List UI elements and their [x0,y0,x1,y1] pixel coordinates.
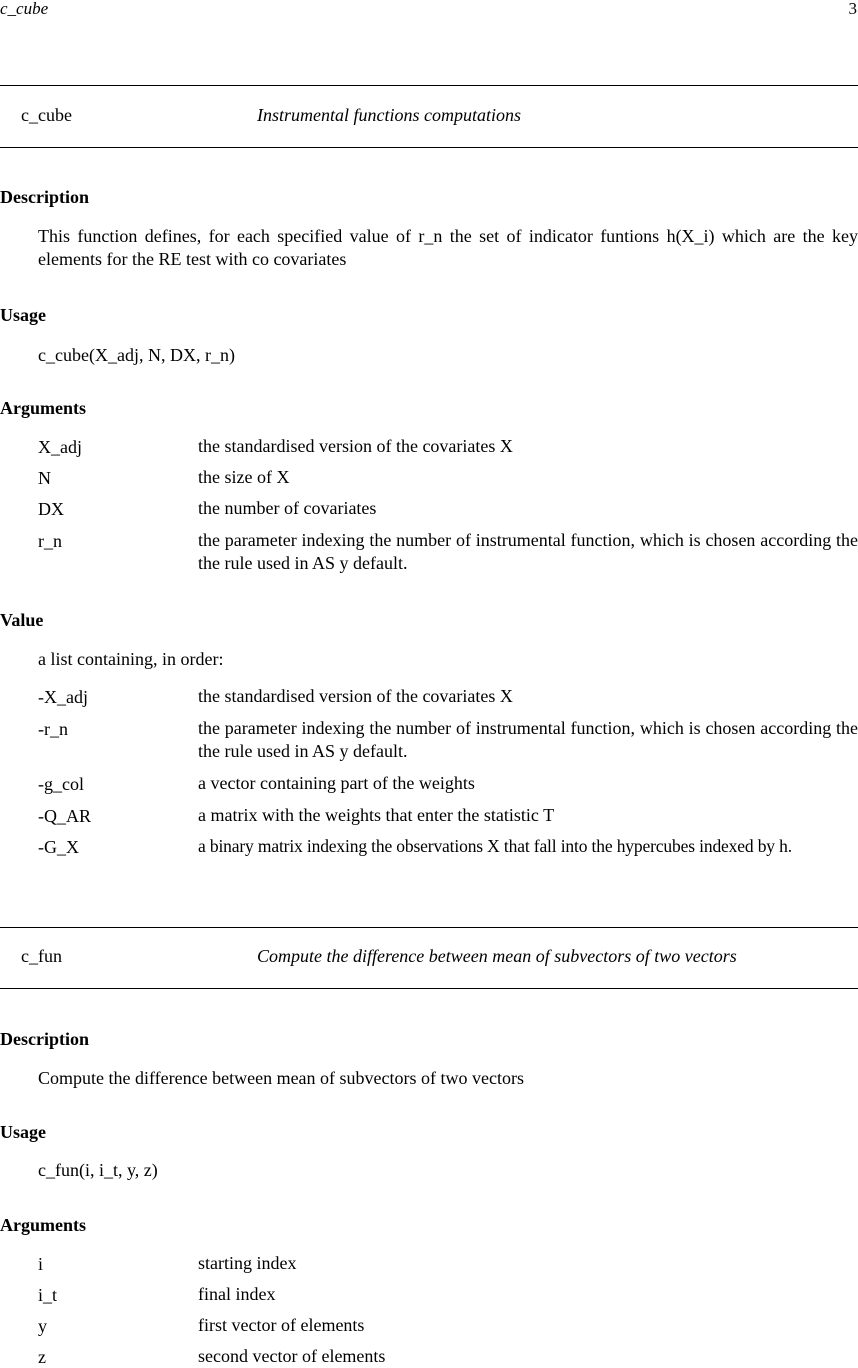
entry-bottom-rule [0,147,858,148]
usage-code: c_fun(i, i_t, y, z) [38,1160,158,1180]
argument-name: X_adj [38,437,82,457]
argument-name: r_n [38,531,62,551]
page-number: 3 [848,0,857,18]
argument-description: first vector of elements [198,1315,365,1335]
arguments-heading: Arguments [0,398,86,418]
argument-description: the number of covariates [198,498,377,518]
value-item-name: -Q_AR [38,806,91,826]
value-item-name: -G_X [38,837,79,857]
entry-top-rule [0,927,858,928]
function-title: Compute the difference between mean of subvectors of two vectors [257,946,737,966]
function-title: Instrumental functions computations [257,105,521,125]
argument-description: the size of X [198,467,290,487]
value-item-description: a vector containing part of the weights [198,773,475,793]
description-text: This function defines, for each specified value of r_n the set of indicator funtions h(X_i) which are the key elements for the RE test with co covariates [38,226,858,269]
running-header-title: c_cube [0,0,49,18]
value-item-name: -r_n [38,719,68,739]
value-item-name: -g_col [38,774,84,794]
argument-name: i_t [38,1285,58,1305]
function-name: c_cube [21,105,72,125]
usage-heading: Usage [0,305,46,325]
argument-name: y [38,1316,47,1336]
argument-description: the parameter indexing the number of instrumental function, which is chosen according the the rule used in AS y default. [198,530,858,573]
value-item-description: the parameter indexing the number of instrumental function, which is chosen according the the rule used in AS y default. [198,718,858,761]
argument-description: second vector of elements [198,1346,386,1366]
entry-top-rule [0,85,858,86]
entry-bottom-rule [0,988,858,989]
function-name: c_fun [21,946,62,966]
description-text: Compute the difference between mean of subvectors of two vectors [38,1068,524,1088]
argument-description: starting index [198,1253,297,1273]
argument-description: final index [198,1284,276,1304]
argument-name: i [38,1254,44,1274]
argument-name: z [38,1347,46,1367]
usage-code: c_cube(X_adj, N, DX, r_n) [38,345,235,365]
argument-description: the standardised version of the covariates X [198,436,513,456]
value-item-description: a binary matrix indexing the observations X that fall into the hypercubes indexed by h. [198,836,792,856]
value-item-description: the standardised version of the covariates X [198,686,513,706]
description-heading: Description [0,1029,89,1049]
value-item-description: a matrix with the weights that enter the statistic T [198,805,555,825]
description-heading: Description [0,187,89,207]
argument-name: DX [38,499,64,519]
usage-heading: Usage [0,1122,46,1142]
arguments-heading: Arguments [0,1215,86,1235]
value-intro: a list containing, in order: [38,649,224,669]
value-heading: Value [0,610,44,630]
argument-name: N [38,468,51,488]
value-item-name: -X_adj [38,687,88,707]
